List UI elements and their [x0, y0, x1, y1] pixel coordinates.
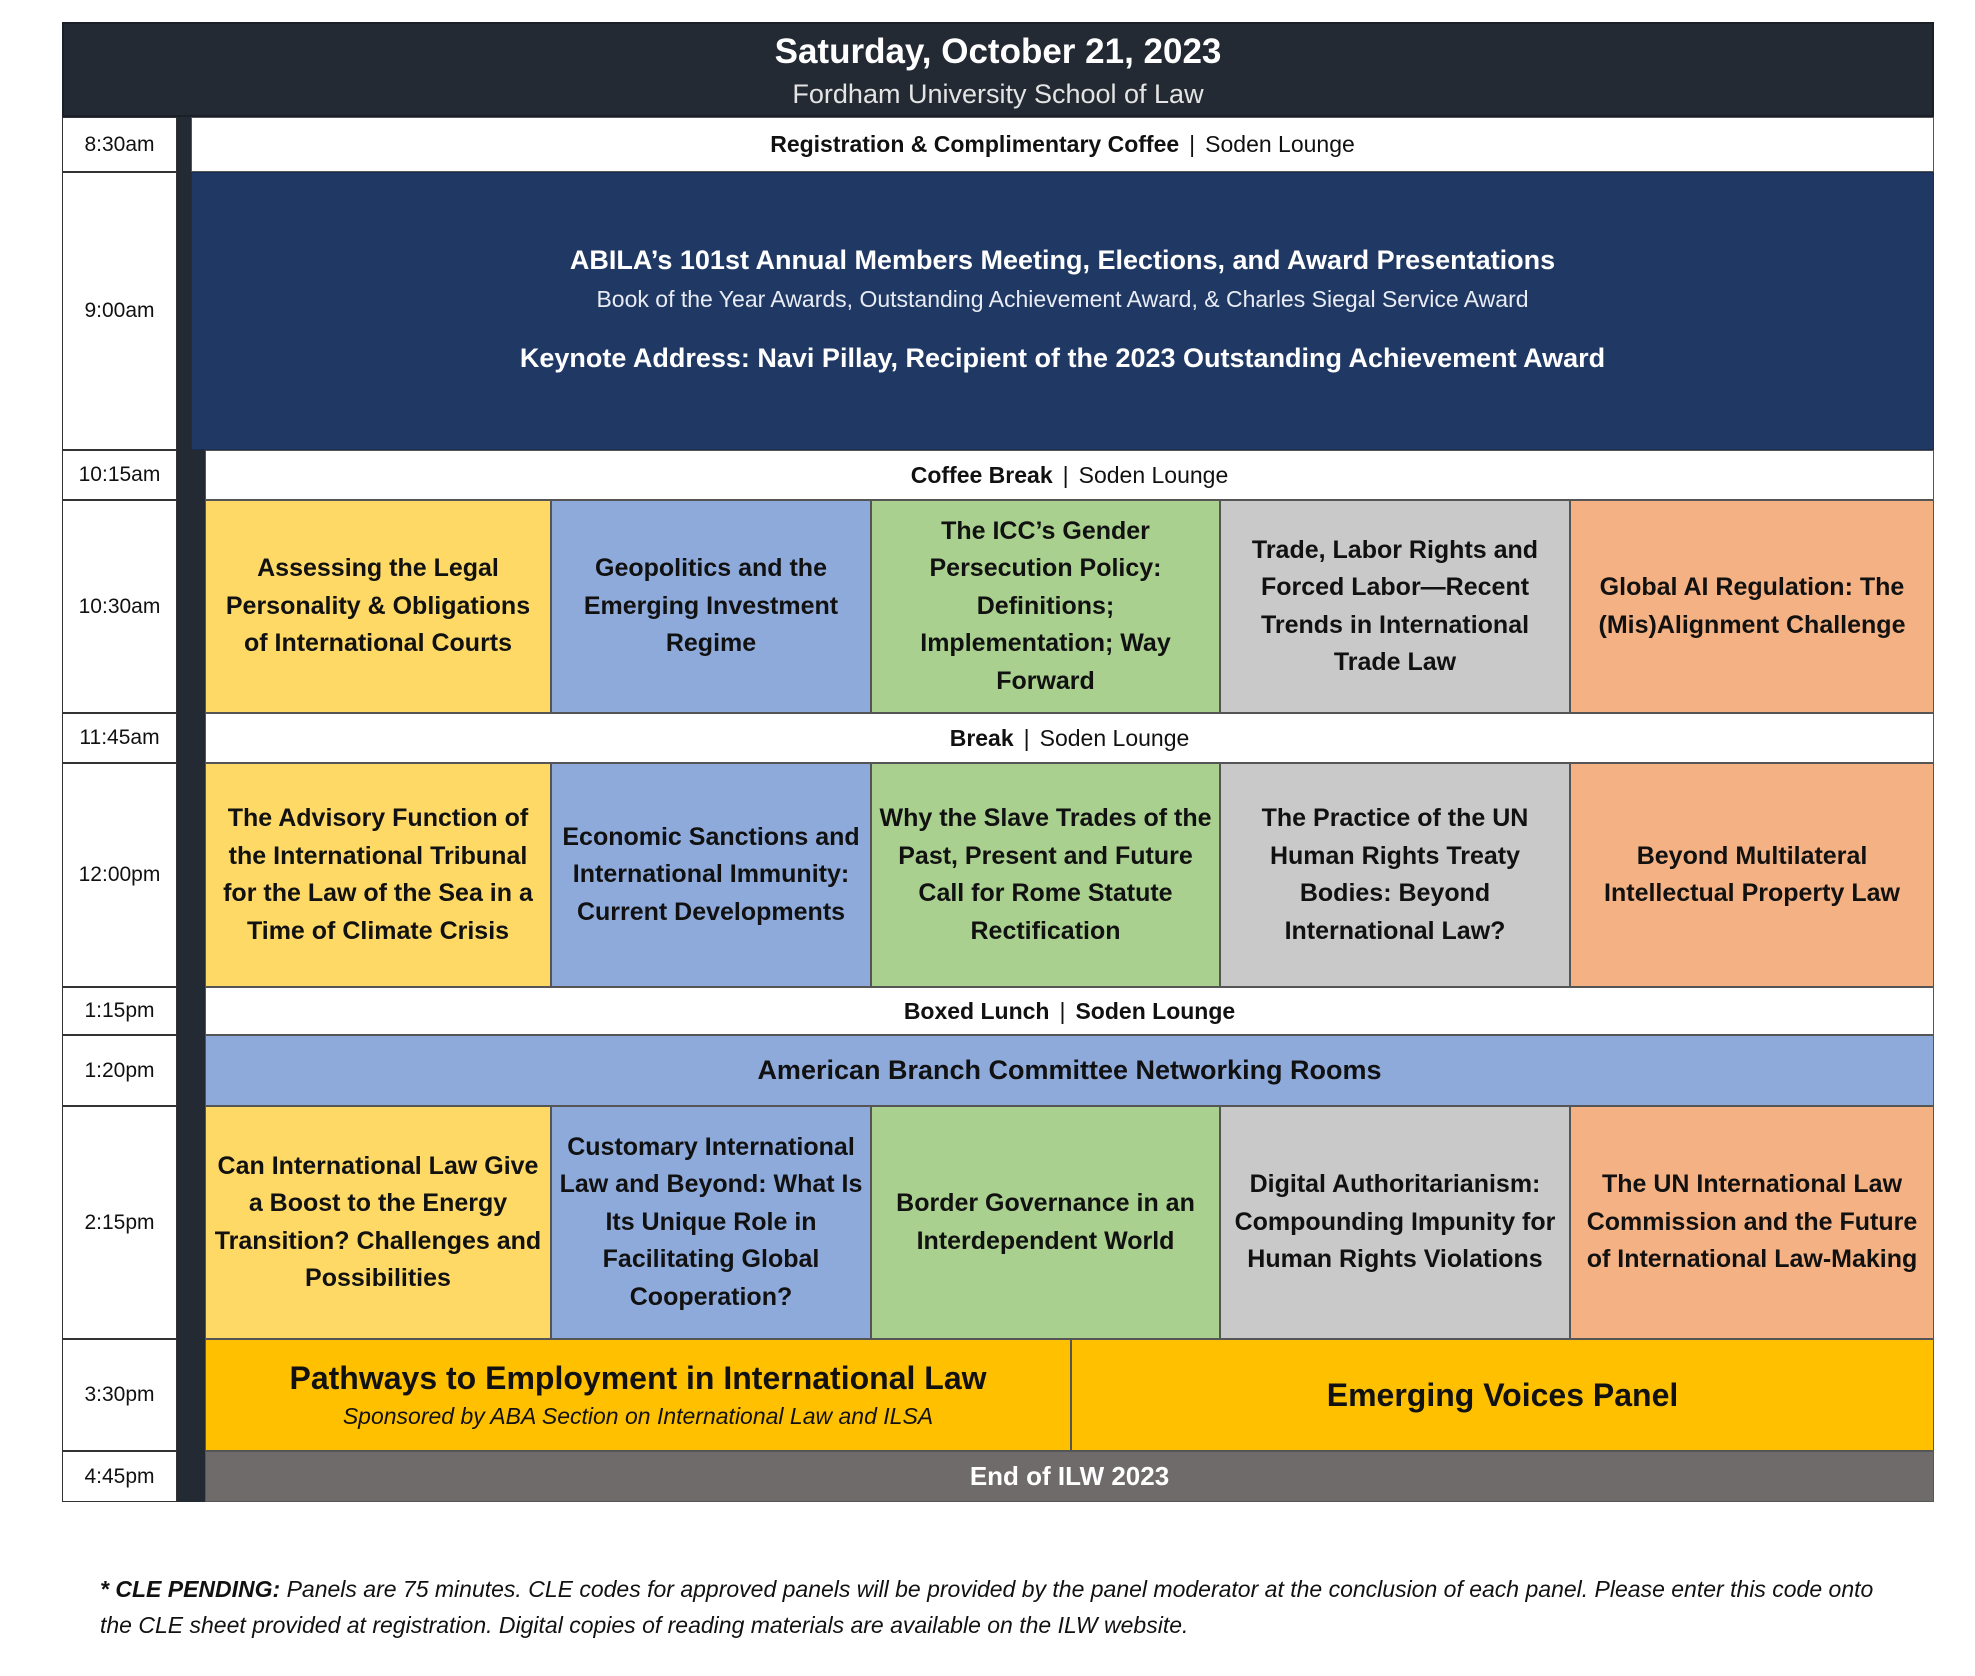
- lunch-row: [205, 987, 1934, 1035]
- panel-cell: [1570, 1106, 1934, 1339]
- panel-cell: [551, 763, 871, 987]
- schedule-table: [62, 22, 1934, 1502]
- separator: |: [1059, 997, 1066, 1024]
- registration-row: [191, 117, 1934, 172]
- cle-pending-label: * CLE PENDING:: [100, 1576, 281, 1602]
- networking-label: American Branch Committee Networking Rooms: [757, 1055, 1382, 1086]
- cle-footnote: [100, 1572, 1900, 1643]
- panel-cell: [1220, 763, 1570, 987]
- panel-title: The UN International Law Commission and the Future of International Law-Making: [1586, 1170, 1918, 1274]
- end-row: [205, 1451, 1934, 1502]
- panel-title: Why the Slave Trades of the Past, Present and Future Call for Rome Statute Rectification: [879, 804, 1212, 945]
- pathways-sponsor: Sponsored by ABA Section on International Law and ILSA: [342, 1402, 934, 1429]
- time-slot: 10:30am: [62, 500, 177, 713]
- panel-title: Assessing the Legal Personality & Obligations of International Courts: [225, 554, 531, 658]
- time-slot: 2:15pm: [62, 1106, 177, 1339]
- time-slot: 12:00pm: [62, 763, 177, 987]
- panel-title: The Practice of the UN Human Rights Treaty Bodies: Beyond International Law?: [1261, 804, 1529, 945]
- panel-cell: [1220, 1106, 1570, 1339]
- day-title: Saturday, October 21, 2023: [774, 32, 1222, 71]
- end-label: End of ILW 2023: [969, 1461, 1170, 1491]
- break-location: Soden Lounge: [1039, 724, 1190, 751]
- separator: |: [1023, 724, 1030, 751]
- time-slot: 3:30pm: [62, 1339, 177, 1451]
- lunch-label: Boxed Lunch: [903, 997, 1050, 1024]
- break-label: Break: [949, 724, 1014, 751]
- time-slot: 9:00am: [62, 172, 177, 450]
- panel-cell: [1570, 500, 1934, 713]
- time-slot: 4:45pm: [62, 1451, 177, 1502]
- networking-row: [205, 1035, 1934, 1106]
- registration-label: Registration & Complimentary Coffee: [770, 131, 1180, 158]
- panel-cell: [871, 763, 1220, 987]
- time-slot: 8:30am: [62, 117, 177, 172]
- panel-cell: [205, 763, 551, 987]
- keynote-address: Keynote Address: Navi Pillay, Recipient of the 2023 Outstanding Achievement Award: [519, 343, 1606, 373]
- registration-location: Soden Lounge: [1205, 131, 1355, 158]
- time-spine-lower: [177, 450, 205, 1502]
- time-slot: 10:15am: [62, 450, 177, 500]
- panel-title: The ICC’s Gender Persecution Policy: Definitions; Implementation; Way Forward: [920, 516, 1171, 695]
- panel-cell: [551, 1106, 871, 1339]
- panel-title: Customary International Law and Beyond: What Is Its Unique Role in Facilitating Global Cooperation?: [559, 1132, 863, 1311]
- plenary-awards: Book of the Year Awards, Outstanding Achievement Award, & Charles Siegal Service Award: [596, 286, 1529, 312]
- venue-subtitle: Fordham University School of Law: [792, 79, 1204, 109]
- panel-title: Global AI Regulation: The (Mis)Alignment Challenge: [1598, 573, 1906, 639]
- panel-cell: [871, 1106, 1220, 1339]
- cle-footnote-text: Panels are 75 minutes. CLE codes for approved panels will be provided by the panel moderator at the conclusion of each panel. Please enter this code onto the CLE sheet provided at registration. Digital copies of reading materials are available on the ILW website.: [100, 1576, 1874, 1638]
- panel-title: Digital Authoritarianism: Compounding Impunity for Human Rights Violations: [1234, 1170, 1556, 1274]
- schedule-header: [62, 22, 1934, 117]
- emerging-voices-panel: [1071, 1339, 1934, 1451]
- lunch-location: Soden Lounge: [1075, 997, 1236, 1024]
- panel-cell: [205, 500, 551, 713]
- coffee-break-row: [205, 450, 1934, 500]
- panel-title: Geopolitics and the Emerging Investment Regime: [583, 554, 839, 658]
- panel-title: The Advisory Function of the International Tribunal for the Law of the Sea in a Time of Climate Crisis: [223, 804, 533, 945]
- time-slot: 1:20pm: [62, 1035, 177, 1106]
- emerging-voices-title: Emerging Voices Panel: [1326, 1377, 1679, 1413]
- pathways-panel: [205, 1339, 1071, 1451]
- coffee-break-label: Coffee Break: [910, 461, 1053, 488]
- panel-cell: [205, 1106, 551, 1339]
- panel-cell: [871, 500, 1220, 713]
- plenary-session: [191, 172, 1934, 450]
- panel-title: Border Governance in an Interdependent World: [896, 1189, 1195, 1255]
- panel-title: Trade, Labor Rights and Forced Labor—Recent Trends in International Trade Law: [1251, 535, 1539, 676]
- panel-title: Economic Sanctions and International Immunity: Current Developments: [562, 822, 860, 926]
- pathways-title: Pathways to Employment in International Law: [289, 1360, 987, 1397]
- coffee-break-location: Soden Lounge: [1078, 461, 1229, 488]
- panel-cell: [551, 500, 871, 713]
- panel-title: Beyond Multilateral Intellectual Property Law: [1604, 841, 1900, 907]
- separator: |: [1062, 461, 1069, 488]
- break-row: [205, 713, 1934, 763]
- panel-cell: [1220, 500, 1570, 713]
- time-slot: 1:15pm: [62, 987, 177, 1035]
- plenary-title: ABILA’s 101st Annual Members Meeting, Elections, and Award Presentations: [569, 245, 1556, 275]
- panel-title: Can International Law Give a Boost to the Energy Transition? Challenges and Possibilities: [214, 1151, 542, 1292]
- separator: |: [1189, 131, 1196, 158]
- time-slot: 11:45am: [62, 713, 177, 763]
- panel-cell: [1570, 763, 1934, 987]
